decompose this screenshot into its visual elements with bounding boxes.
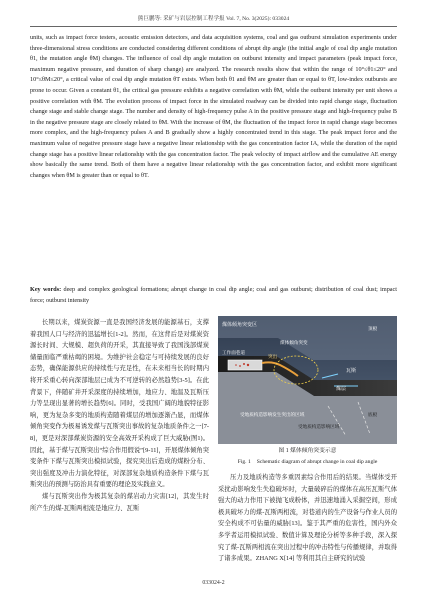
figure-1 (218, 316, 397, 444)
label-outburst: 突出 (268, 355, 278, 360)
keywords-text: deep and complex geological formations; abrupt change in coal dip angle; coal and gas outburst; distribution of coal dust; impact force; outburst intensity (30, 286, 398, 304)
figure-1-diagram (218, 316, 397, 444)
keywords-label: Key words (30, 286, 60, 293)
outburst-particle (239, 365, 241, 367)
outburst-particle (247, 364, 249, 366)
label-coal-seam: 煤层 (336, 386, 347, 392)
abstract-text: units, such as impact force testers, acoustic emission detectors, and data acquisition systems, coal and gas outburst simulation experiments under three-dimensional stress conditions are conducted considering different conditions of abrupt dip angle (the initial angle of coal dip angle mutation θ1, the mutation angle θM) changes. The influence of coal dip angle mutation on outburst intensity and impact parameters (peak impact force, maximum negative pressure, and duration of sharp change) are analyzed. The research results show that within the range of 10°≤θ1≤20° and 10°≤θM≤20°, a critical value of coal dip angle mutation θT exists. When both θ1 and θM are greater than or equal to θT, low-index outbursts are prone to occur. Given a constant θ1, the critical gas pressure exhibits a negative correlation with θM, while the outburst intensity per unit shows a positive correlation with θM. The evolution process of impact force in the simulated roadway can be divided into rapid change stage, fluctuation change stage and stable change stage. The number and density of high-frequency pulse A in the positive pressure stage and high-frequency pulse B in the negative pressure stage are closely related to θM. With the increase of θM, the fluctuation of the impact force in rapid change stage becomes more complex, and the high-frequency pulses A and B gradually show a highly concentrated trend in this stage. The peak impact force and the maximum value of negative pressure stage have a negative linear relationship with the gas concentration factor IA, while the duration of the rapid change stage has a positive linear relationship with the gas concentration factor. The peak velocity of impact airflow and the cumulative AE energy show basically the same trend. Both of them have a negative linear relationship with the gas concentration factor, and exhibit more significant changes when θM is greater than or equal to θT. (30, 34, 397, 179)
figure-caption-cn: 图 1 煤体倾角突变示意 (278, 448, 337, 454)
page-number: 033024-2 (202, 580, 225, 586)
label-tunnel: 工作面巷道 (222, 351, 245, 356)
figure-caption-text: Schematic diagram of abrupt change in coal dip angle (256, 459, 378, 465)
abstract (30, 33, 397, 181)
body-right-column (218, 472, 397, 565)
header-rule (30, 26, 397, 27)
paragraph-intro: 长期以来，煤炭资源一直是我国经济发展的能源基石，支撑着我国人口与经济的迅猛增长[1-2]。然而，在这背后是对煤炭资源长时间、大规模、超负荷的开采，其直接导致了我国浅部煤炭储量面临严重枯竭的困境。为维护社会稳定与可持续发展的良好态势，确保能源供应的持续性与充足性，在未来相当长的时期内将开采重心转向深部地层已成为不可逆转的必然趋势[3-5]。在此背景下，伴随矿井开采深度的持续增加，地应力、地温及瓦斯压力等呈现出显著的增长趋势[6]。同时，受我国广阔的地貌特征影响，更为复杂多变的地质构造随着煤层的增加逐渐凸显，而煤体倾角突变作为极易诱发煤与瓦斯突出事故的复杂地质条件之一[7-8]，更是对深部煤炭资源的安全高效开采构成了巨大威胁(图1)。因此，基于煤与瓦斯突出“综合作用假说”[9-11]，开展煤体倾角突变条件下煤与瓦斯突出模拟试验，探究突出后造成的煤粉分布、突出强度及冲击力演化特征，对深部复杂地质构造条件下煤与瓦斯突出的预测与防治具有重要的理论及实践意义。 (30, 319, 209, 489)
figure-caption-number: Fig. 1 (237, 459, 251, 465)
label-coal-dip-zone: 煤体倾角突变区 (222, 322, 258, 328)
running-head: 熊巨鹏等: 采矿与岩层控制工程学报 Vol. 7, No. 3(2025): 033024 (137, 16, 290, 22)
outburst-particle (235, 364, 237, 366)
figure-caption-en (218, 458, 397, 466)
keywords: Key words: deep and complex geological formations; abrupt change in coal dip angle; coal and gas outburst; distribution of coal dust; impact force; outburst intensity (30, 286, 398, 304)
outburst-particle (243, 363, 245, 365)
label-fault-region: 受地质构造影响发生突出的区域 (240, 413, 305, 418)
paragraph-second: 煤与瓦斯突出作为极其复杂的煤岩动力灾害[12]，其发生时所产生的煤-瓦斯两相流是地应力、瓦斯 (30, 492, 209, 512)
body-left-column (30, 317, 209, 514)
label-gas: 瓦斯 (346, 368, 357, 374)
label-floor: 底板 (368, 413, 378, 418)
label-abrupt: 煤体倾角突变 (280, 341, 308, 346)
label-region: 受地质构造影响区域 (298, 425, 340, 430)
label-roof: 顶板 (368, 327, 378, 332)
tunnel (228, 360, 262, 370)
paragraph-right: 压力及地质构造等多重因素综合作用后的结果。当煤体受开采扰动影响发生失稳破坏时，大量破碎后的煤体在高压瓦斯气体强大的动力作用下被抛飞成粉体，并迅速地涌入采掘空间，形成极具破坏力的煤-瓦斯两相流，对巷道内的生产设备与作业人员的安全构成不可估量的威胁[13]。鉴于其严重的危害性，国内外众多学者运用模拟试验、数值计算及理论分析等多种手段，深入探究了煤-瓦斯两相流在突出过程中的冲击特性与传播规律，并取得了诸多成果。ZHANG X[14] 等利用其自主研究的试验 (218, 474, 397, 563)
